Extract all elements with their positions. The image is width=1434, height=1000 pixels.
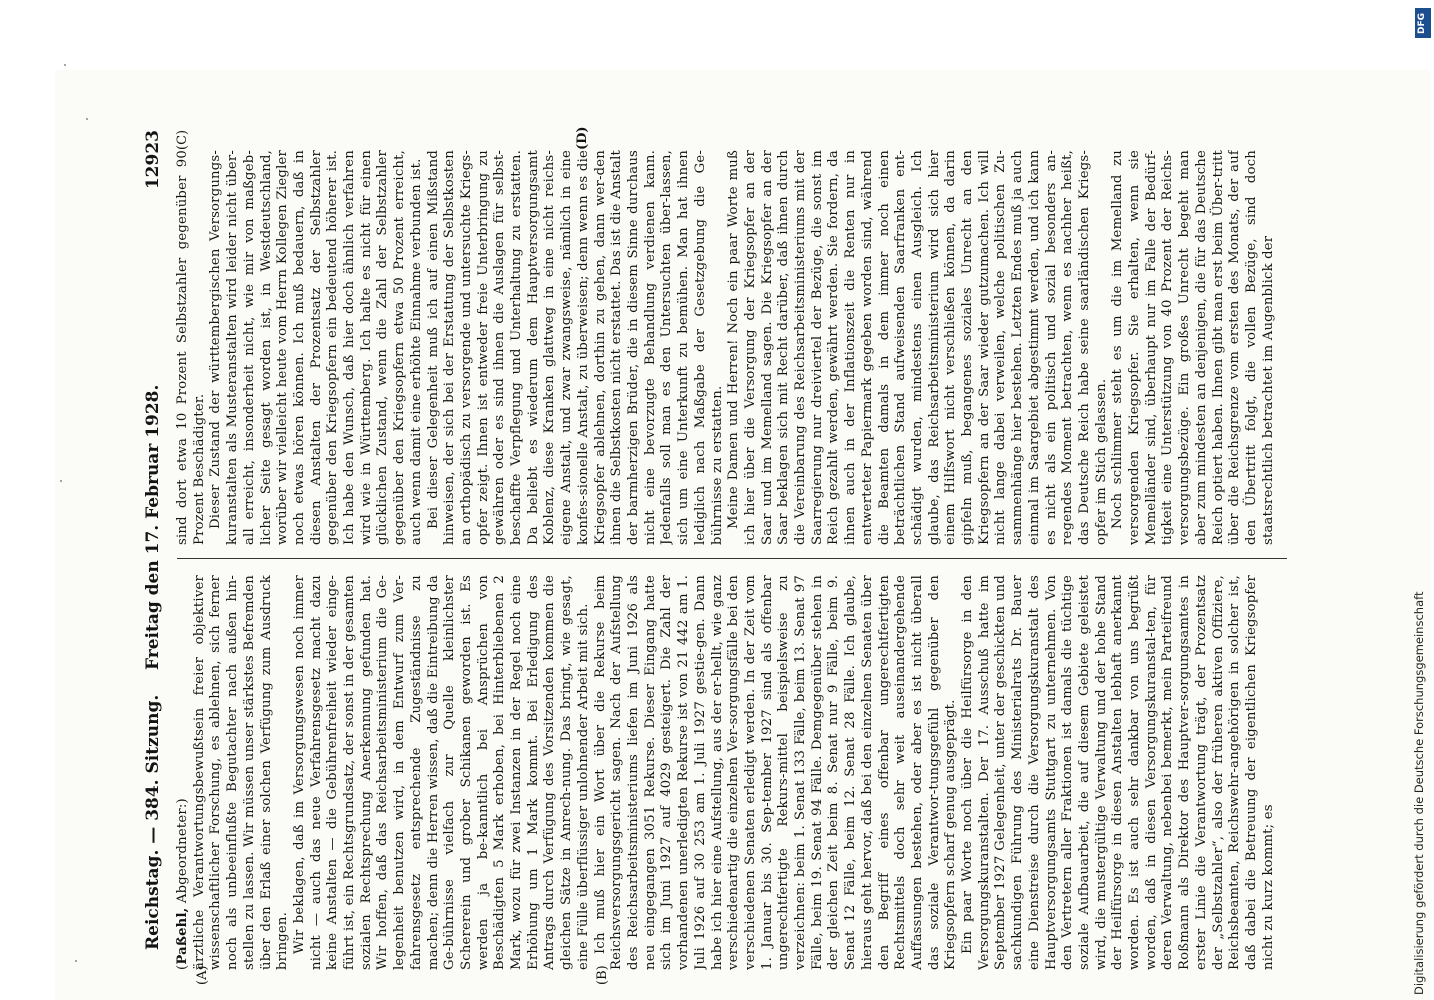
paragraph: ärztliche Verantwortungsbewußtsein freier objektiver wissenschaftlicher Forschung, es ablehnen, sich ferner noch als unbeeinflußte Begutachter nach außen hin-stellen zu lassen. Wir müssen unser stärkstes Befremden über den Erlaß einer solchen Verfügung zum Ausdruck bringen. [191, 575, 291, 970]
scanned-page [55, 70, 1430, 1000]
scan-speck [64, 64, 66, 66]
page-header [135, 120, 175, 970]
scan-speck [60, 480, 62, 482]
paragraph: Ein paar Worte noch über die Heilfürsorge in den Versorgungskuranstalten. Der 17. Ausschuß hatte im September 1927 Gelegenheit, unter der geschickten und sachkundigen Führung des Ministerialrats Dr. Bauer eine Dienstreise durch die Versorgungskuranstalt des Hauptversorgungsamts Stuttgart zu unternehmen. Von den Vertretern aller Fraktionen ist damals die tüchtige soziale Aufbauarbeit, die auf diesem Gebiete geleistet wird, die mustergültige Verwaltung und der hohe Stand der Heilfürsorge in diesen Anstalten lebhaft anerkannt worden. Es ist auch sehr dankbar von uns begrüßt worden, daß in diesen Versorgungskuranstal-ten, für deren Verwaltung, nebenbei bemerkt, mein Parteifreund Roßmann als Direktor des Hauptver-sorgungsamtes in erster Linie die Verantwortung trägt, der Prozentsatz der „Selbstzahler“, also der früheren aktiven Offiziere, Reichsbeamten, Reichswehr-angehörigen in solcher ist, daß dabei die Betreuung der eigentlichen Kriegsopfer nicht zu kurz kommt; es [960, 575, 1276, 970]
header-session: Reichstag. — 384. Sitzung. [143, 694, 163, 950]
speaker-role: Abgeordneter: [175, 803, 190, 904]
column-divider [177, 558, 1287, 559]
text-column-left [175, 575, 1295, 970]
speaker-line: (Paßehl, Abgeordneter:) [175, 798, 190, 970]
paragraph: Ich muß hier ein Wort über die Rekurse beim Reichsversorgungsgericht sagen. Nach der Aufstellung des Reichsarbeitsministeriums liefen im Juni 1926 als neu eingegangen 3051 Rekurse. Dieser Eingang hatte sich im Juni 1927 auf 4029 gesteigert. Die Zahl der vorhandenen unerledigten Rekurse ist von 21 442 am 1. Juli 1926 auf 30 253 am 1. Juli 1927 gestie-gen. Dann habe ich hier eine Aufstellung, aus der er-hellt, wie ganz verschiedenartig die einzelnen Ver-sorgungsfälle bei den verschiedenen Senaten erledigt werden. In der Zeit vom 1. Januar bis 30. Sep-tember 1927 sind als offenbar ungerechtfertigte Rekurs-mittel beispielsweise zu verzeichnen: beim 1. Senat 133 Fälle, beim 13. Senat 97 Fälle, beim 19. Senat 94 Fälle. Demgegenüber stehen in der gleichen Zeit beim 8. Senat nur 9 Fälle, beim 9. Senat 12 Fälle, beim 12. Senat 28 Fälle. Ich glaube, hieraus geht hervor, daß bei den einzelnen Senaten über den Begriff eines offenbar ungerechtfertigten Rechtsmittels doch sehr weit auseinandergehende Auffassungen bestehen, oder aber es ist nicht überall das soziale Verantwor-tungsgefühl gegenüber den Kriegsopfern scharf genug ausgeprägt. [592, 575, 959, 970]
paragraph: Noch schlimmer steht es um die im Memelland zu versorgenden Kriegsopfer. Sie erhalten, wenn sie Memelländer sind, überhaupt nur im Falle der Bedürf-tigkeit eine Unterstützung von 40 Prozent der Reichs-versorgungsbezüge. Ein großes Unrecht begeht man aber zum mindesten an denjenigen, die für das Deutsche Reich optiert haben. Ihnen gibt man erst beim Über-tritt über die Reichsgrenze vom ersten des Monats, der auf den Übertritt folgt, die vollen Bezüge, sind doch staatsrechtlich betrachtet im Augenblick der [1110, 150, 1276, 545]
paragraph: sind dort etwa 10 Prozent Selbstzahler gegenüber 90 Prozent Beschädigter. [175, 150, 207, 545]
margin-marker-a: (A) [195, 965, 210, 985]
rotated-page-content [135, 120, 1325, 985]
paragraph: Wir beklagen, daß im Versorgungswesen noch immer nicht — auch das neue Verfahrensgesetz macht dazu keine Anstalten — die Gebührenfreiheit wieder einge-führt ist, ein Rechtsgrundsatz, der sonst in der gesamten sozialen Rechtsprechung Anerkennung gefunden hat. Wir hoffen, daß das Reichsarbeitsministerium die Ge-legenheit benutzen wird, in dem Entwurf zum Ver-fahrensgesetz entsprechende Zugeständnisse zu machen; denn die Herren wissen, daß die Eintreibung da Ge-bührnisse vielfach zur Quelle kleinlichster Schererein und grober Schikanen geworden ist. Es werden ja be-kanntlich bei Ansprüchen von Beschädigten 5 Mark erhoben, bei Hinterbliebenen 2 Mark, wozu für zwei Instanzen in der Regel noch eine Erhöhung um 1 Mark kommt. Bei Erledigung des Antrags durch Verfügung des Vorsitzenden kommen die gleichen Sätze in Anrech-nung. Das bringt, wie gesagt, eine Fülle überflüssiger unlohnender Arbeit mit sich. [291, 575, 591, 970]
scan-speck [86, 118, 88, 120]
dfg-logo: DFG [1415, 8, 1431, 38]
page-number: 12923 [143, 130, 163, 190]
text-column-right [175, 150, 1295, 545]
margin-marker-d: (D) [575, 126, 590, 150]
digitization-credit: Digitalisierung gefördert durch die Deutsche Forschungsgemeinschaft [1412, 591, 1426, 995]
paragraph: Meine Damen und Herren! Noch ein paar Worte muß ich hier über die Versorgung der Kriegsopfer an der Saar und im Memelland sagen. Die Kriegsopfer an der Saar beklagen sich mit Recht darüber, daß ihnen durch die Vereinbarung des Reichsarbeitsministeriums mit der Saarregierung nur dreiviertel der Bezüge, die sonst im Reich gezahlt werden, gewährt werden. Sie fordern, da ihnen auch in der Inflationszeit die Renten nur in entwerteter Papiermark gegeben worden sind, während die Beamten damals in dem immer noch einen beträchtlichen Stand aufweisenden Saarfranken ent-schädigt wurden, mindestens einen Ausgleich. Ich glaube, das Reichsarbeitsministerium wird sich hier einem Hilfswort nicht verschließen können, da darin gipfeln muß, begangenes soziales Unrecht an den Kriegsopfern an der Saar wieder gutzumachen. Ich will nicht lange dabei verweilen, welche politischen Zu-sammenhänge hier bestehen. Letzten Endes muß ja auch einmal im Saargebiet abgestimmt werden, und ich kann es nicht als ein politisch und sozial besonders an-regendes Moment betrachten, wenn es nachher heißt, das Deutsche Reich habe seine saarländischen Kriegs-opfer im Stich gelassen. [726, 150, 1109, 545]
scan-speck [75, 960, 77, 962]
speaker-name: Paßehl, [175, 907, 190, 965]
paragraph: Dieser Zustand der württembergischen Versorgungs-kuranstalten als Musteranstalten wird leider nicht über-all erreicht, insonderheit nicht, wie mir von maßgeb-licher Seite gesagt worden ist, in Westdeutschland, worüber wir vielleicht heute vom Herrn Kollegen Ziegler noch etwas hören können. Ich muß bedauern, daß in diesen Anstalten der Prozentsatz der Selbstzahler gegenüber den Kriegsopfern ein bedeutend höherer ist. Ich habe den Wunsch, daß hier doch ähnlich verfahren wird wie in Württemberg. Ich halte es nicht für einen glücklichen Zustand, wenn die Zahl der Selbstzahler gegenüber den Kriegsopfern etwa 50 Prozent erreicht, auch wenn damit eine erhöhte Einnahme verbunden ist. [208, 150, 424, 545]
paragraph: Bei dieser Gelegenheit muß ich auf einen Mißstand hinweisen, der sich bei der Erstattung der Selbstkosten an orthopädisch zu versorgende und untersuchte Kriegs-opfer zeigt. Ihnen ist entweder freie Unterbringung zu gewähren oder es sind ihnen die Auslagen für selbst-beschaffte Verpflegung und Unterhaltung zu erstatten. Da beliebt es wiederum dem Hauptversorgungsamt Koblenz, diese Kranken glattweg in eine nicht reichs-eigene Anstalt, und zwar zwangsweise, nämlich in eine konfes-sionelle Anstalt, zu überweisen; denn wenn es die Kriegsopfer ablehnen, dorthin zu gehen, dann wer-den ihnen die Selbstkosten nicht erstattet. Das ist die Anstalt der barmherzigen Brüder, die in diesem Sinne durchaus nicht eine bevorzugte Behandlung verdienen kann. Jedenfalls soll man es den Untersuchten über-lassen, sich um eine Unterkunft zu bemühen. Man hat ihnen lediglich nach Maßgabe der Gesetzgebung die Ge-bührnisse zu erstatten. [425, 150, 725, 545]
header-date: Freitag den 17. Februar 1928. [143, 384, 163, 670]
margin-marker-b: (B) [595, 965, 610, 985]
margin-marker-c: (C) [175, 129, 190, 150]
